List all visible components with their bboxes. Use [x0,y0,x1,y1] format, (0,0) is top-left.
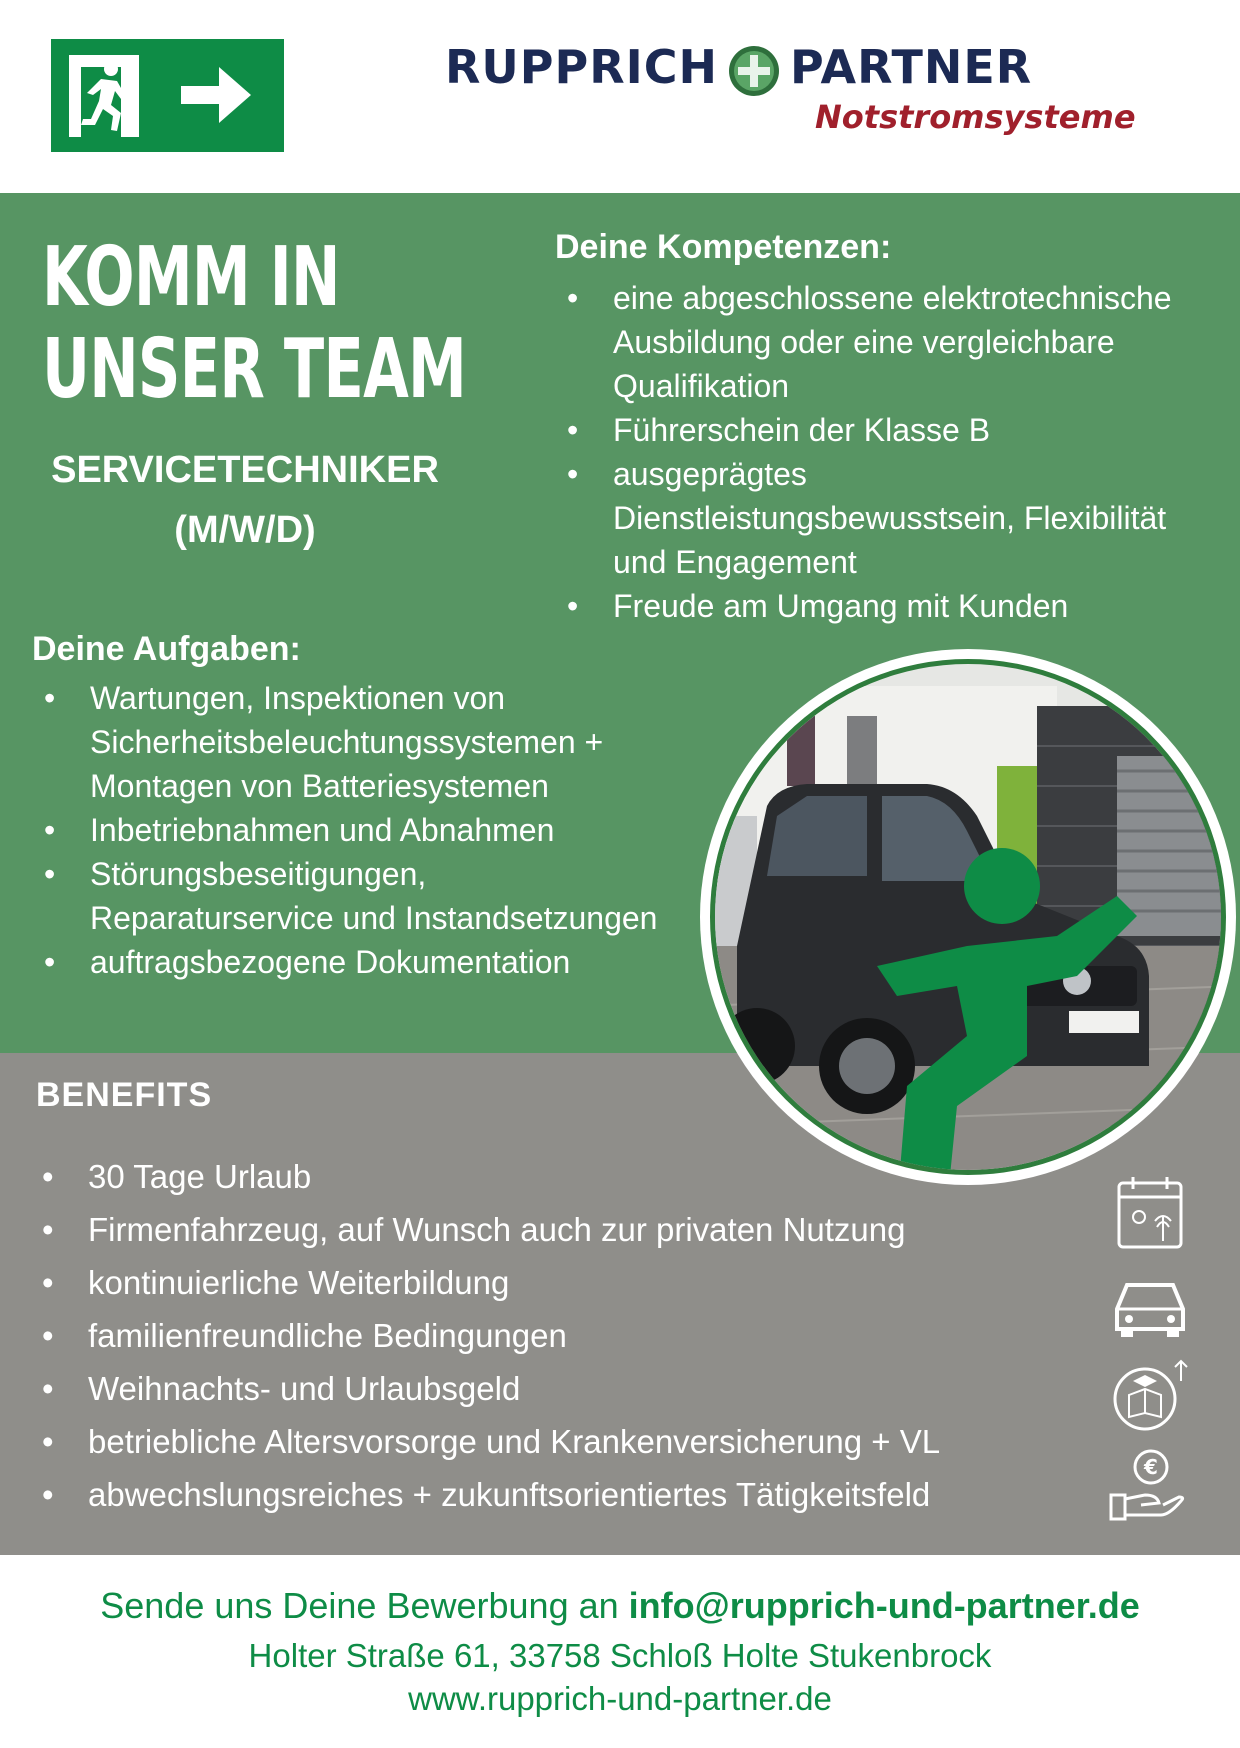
education-book-icon [1105,1355,1195,1437]
car-icon [1105,1265,1195,1347]
apply-line [0,1585,1240,1627]
logo-subtitle: Notstromsysteme [815,98,1136,136]
list-item: • ausgeprägtes Dienstleistungsbewusstsein, Flexibilität und Engagement [555,452,1195,584]
list-item: • betriebliche Altersvorsorge und Krankenversicherung + VL [30,1415,1100,1468]
logo-name-left: RUPPRICH [445,40,718,94]
website-link[interactable]: www.rupprich-und-partner.de [408,1680,832,1717]
list-item: • 30 Tage Urlaub [30,1150,1100,1203]
calendar-vacation-icon [1105,1175,1195,1257]
team-van-photo [697,646,1239,1188]
list-item: • Freude am Umgang mit Kunden [555,584,1195,628]
plus-circle-icon [728,45,780,97]
email-link[interactable]: info@rupprich-und-partner.de [628,1585,1140,1626]
logo-name-right: PARTNER [790,40,1033,94]
list-item: • abwechslungsreiches + zukunftsorientiertes Tätigkeitsfeld [30,1468,1100,1521]
benefits-list [30,1150,1100,1521]
job-title [20,440,470,560]
logo-wordmark [445,40,1032,97]
list-item: • eine abgeschlossene elektrotechnische Ausbildung oder eine vergleichbare Qualifikation [555,276,1195,408]
list-item: • Störungsbeseitigungen, Reparaturservice und Instandsetzungen [32,852,672,940]
job-title-line-1: SERVICETECHNIKER [51,449,439,491]
list-item: • familienfreundliche Bedingungen [30,1309,1100,1362]
job-title-line-2: (M/W/D) [174,509,316,551]
apply-text: Sende uns Deine Bewerbung an [100,1585,619,1626]
money-hand-icon [1105,1445,1195,1527]
kompetenzen-title: Deine Kompetenzen: [555,228,892,266]
aufgaben-list [32,676,672,984]
headline-line-1: KOMM IN [42,230,340,325]
running-man-exit-arrow-icon [51,39,284,152]
benefit-icons [1105,1170,1205,1520]
list-item: • Führerschein der Klasse B [555,408,1195,452]
page-headline [42,232,466,416]
list-item: • kontinuierliche Weiterbildung [30,1256,1100,1309]
kompetenzen-list [555,276,1195,628]
header [0,0,1240,193]
benefits-title: BENEFITS [36,1076,213,1114]
svg-text:€: € [1144,1455,1158,1479]
company-logo [445,40,1185,150]
headline-line-2: UNSER TEAM [42,322,467,417]
list-item: • Firmenfahrzeug, auf Wunsch auch zur privaten Nutzung [30,1203,1100,1256]
list-item: • auftragsbezogene Dokumentation [32,940,672,984]
list-item: • Inbetriebnahmen und Abnahmen [32,808,672,852]
list-item: • Wartungen, Inspektionen von Sicherheitsbeleuchtungssystemen + Montagen von Batteriesystemen [32,676,672,808]
aufgaben-title: Deine Aufgaben: [32,630,301,668]
address: Holter Straße 61, 33758 Schloß Holte Stukenbrock [248,1637,992,1674]
list-item: • Weihnachts- und Urlaubsgeld [30,1362,1100,1415]
